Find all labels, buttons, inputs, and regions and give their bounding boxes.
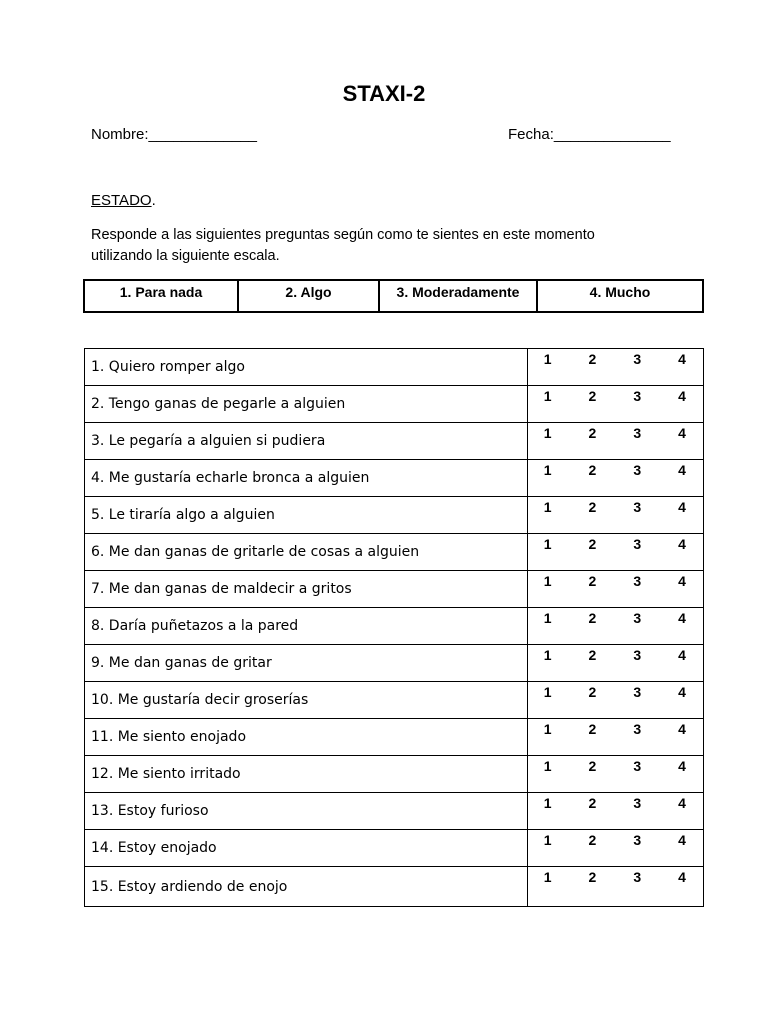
question-text: 10. Me gustaría decir groserías: [85, 682, 528, 719]
answer-option-4[interactable]: 4: [678, 499, 686, 515]
answer-option-4[interactable]: 4: [678, 758, 686, 774]
answer-option-1[interactable]: 1: [543, 721, 552, 737]
answer-option-3[interactable]: 3: [633, 869, 642, 885]
question-text: 9. Me dan ganas de gritar: [85, 645, 528, 682]
answer-option-3[interactable]: 3: [633, 721, 642, 737]
question-text: 12. Me siento irritado: [85, 756, 528, 793]
answer-options: [527, 497, 703, 534]
answer-option-1[interactable]: 1: [543, 869, 552, 885]
answer-option-2[interactable]: 2: [588, 610, 597, 626]
answer-option-4[interactable]: 4: [678, 795, 686, 811]
answer-option-3[interactable]: 3: [633, 388, 642, 404]
table-row: [85, 386, 704, 423]
scale-table: [83, 279, 704, 313]
answer-option-4[interactable]: 4: [678, 351, 686, 367]
answer-options: [527, 534, 703, 571]
question-text: 11. Me siento enojado: [85, 719, 528, 756]
answer-options: [527, 349, 703, 386]
answer-option-1[interactable]: 1: [543, 351, 552, 367]
table-row: [85, 608, 704, 645]
answer-option-2[interactable]: 2: [588, 388, 597, 404]
answer-options: [527, 571, 703, 608]
answer-option-4[interactable]: 4: [678, 610, 686, 626]
answer-option-1[interactable]: 1: [543, 758, 552, 774]
answer-option-2[interactable]: 2: [588, 758, 597, 774]
answer-option-4[interactable]: 4: [678, 684, 686, 700]
answer-option-3[interactable]: 3: [633, 832, 642, 848]
table-row: [85, 460, 704, 497]
answer-option-4[interactable]: 4: [678, 869, 686, 885]
table-row: [85, 756, 704, 793]
answer-options: [527, 608, 703, 645]
table-row: [85, 497, 704, 534]
answer-option-4[interactable]: 4: [678, 647, 686, 663]
answer-options: [527, 867, 703, 907]
fecha-field[interactable]: Fecha:______________: [508, 126, 671, 143]
answer-option-4[interactable]: 4: [678, 832, 686, 848]
question-text: 7. Me dan ganas de maldecir a gritos: [85, 571, 528, 608]
answer-option-4[interactable]: 4: [678, 573, 686, 589]
answer-option-1[interactable]: 1: [543, 499, 552, 515]
answer-option-1[interactable]: 1: [543, 684, 552, 700]
answer-option-1[interactable]: 1: [543, 647, 552, 663]
answer-option-1[interactable]: 1: [543, 573, 552, 589]
answer-option-3[interactable]: 3: [633, 425, 642, 441]
answer-option-3[interactable]: 3: [633, 462, 642, 478]
answer-option-2[interactable]: 2: [588, 684, 597, 700]
question-text: 5. Le tiraría algo a alguien: [85, 497, 528, 534]
answer-option-1[interactable]: 1: [543, 536, 552, 552]
answer-option-4[interactable]: 4: [678, 536, 686, 552]
table-row: [85, 645, 704, 682]
question-text: 8. Daría puñetazos a la pared: [85, 608, 528, 645]
answer-option-3[interactable]: 3: [633, 573, 642, 589]
answer-option-4[interactable]: 4: [678, 721, 686, 737]
answer-options: [527, 386, 703, 423]
answer-option-4[interactable]: 4: [678, 462, 686, 478]
answer-options: [527, 793, 703, 830]
answer-options: [527, 460, 703, 497]
scale-cell-3: 3. Moderadamente: [379, 280, 537, 312]
answer-option-3[interactable]: 3: [633, 684, 642, 700]
answer-options: [527, 645, 703, 682]
table-row: [85, 682, 704, 719]
answer-option-2[interactable]: 2: [588, 351, 597, 367]
answer-option-2[interactable]: 2: [588, 425, 597, 441]
answer-options: [527, 830, 703, 867]
table-row: [85, 423, 704, 460]
answer-option-3[interactable]: 3: [633, 795, 642, 811]
question-text: 1. Quiero romper algo: [85, 349, 528, 386]
question-text: 4. Me gustaría echarle bronca a alguien: [85, 460, 528, 497]
answer-option-2[interactable]: 2: [588, 869, 597, 885]
answer-option-4[interactable]: 4: [678, 388, 686, 404]
answer-option-1[interactable]: 1: [543, 388, 552, 404]
table-row: [85, 571, 704, 608]
answer-option-2[interactable]: 2: [588, 462, 597, 478]
answer-option-1[interactable]: 1: [543, 610, 552, 626]
section-label: ESTADO: [91, 192, 152, 209]
answer-option-3[interactable]: 3: [633, 647, 642, 663]
question-text: 2. Tengo ganas de pegarle a alguien: [85, 386, 528, 423]
table-row: [85, 830, 704, 867]
answer-option-2[interactable]: 2: [588, 647, 597, 663]
answer-option-3[interactable]: 3: [633, 499, 642, 515]
answer-option-2[interactable]: 2: [588, 795, 597, 811]
nombre-field[interactable]: Nombre:_____________: [91, 126, 257, 143]
answer-option-3[interactable]: 3: [633, 536, 642, 552]
answer-option-3[interactable]: 3: [633, 758, 642, 774]
question-text: 3. Le pegaría a alguien si pudiera: [85, 423, 528, 460]
answer-option-3[interactable]: 3: [633, 610, 642, 626]
table-row: [85, 793, 704, 830]
question-text: 15. Estoy ardiendo de enojo: [85, 867, 528, 907]
table-row: [85, 719, 704, 756]
table-row: [85, 534, 704, 571]
answer-option-2[interactable]: 2: [588, 573, 597, 589]
scale-cell-1: 1. Para nada: [84, 280, 238, 312]
answer-options: [527, 719, 703, 756]
answer-option-2[interactable]: 2: [588, 499, 597, 515]
answer-option-1[interactable]: 1: [543, 462, 552, 478]
answer-options: [527, 756, 703, 793]
answer-option-1[interactable]: 1: [543, 425, 552, 441]
instructions: Responde a las siguientes preguntas según como te sientes en este momento utilizando la siguiente escala.: [91, 227, 595, 264]
scale-cell-4: 4. Mucho: [537, 280, 703, 312]
scale-cell-2: 2. Algo: [238, 280, 379, 312]
answer-option-1[interactable]: 1: [543, 832, 552, 848]
page-title: STAXI-2: [342, 81, 426, 106]
answer-option-4[interactable]: 4: [678, 425, 686, 441]
question-text: 6. Me dan ganas de gritarle de cosas a alguien: [85, 534, 528, 571]
answer-option-2[interactable]: 2: [588, 721, 597, 737]
table-row: [85, 867, 704, 907]
table-row: [85, 349, 704, 386]
answer-option-1[interactable]: 1: [543, 795, 552, 811]
items-table: [84, 348, 704, 907]
answer-option-2[interactable]: 2: [588, 536, 597, 552]
question-text: 14. Estoy enojado: [85, 830, 528, 867]
question-text: 13. Estoy furioso: [85, 793, 528, 830]
answer-option-2[interactable]: 2: [588, 832, 597, 848]
section-heading: [91, 192, 156, 209]
answer-option-3[interactable]: 3: [633, 351, 642, 367]
section-suffix: .: [151, 192, 156, 209]
answer-options: [527, 423, 703, 460]
answer-options: [527, 682, 703, 719]
